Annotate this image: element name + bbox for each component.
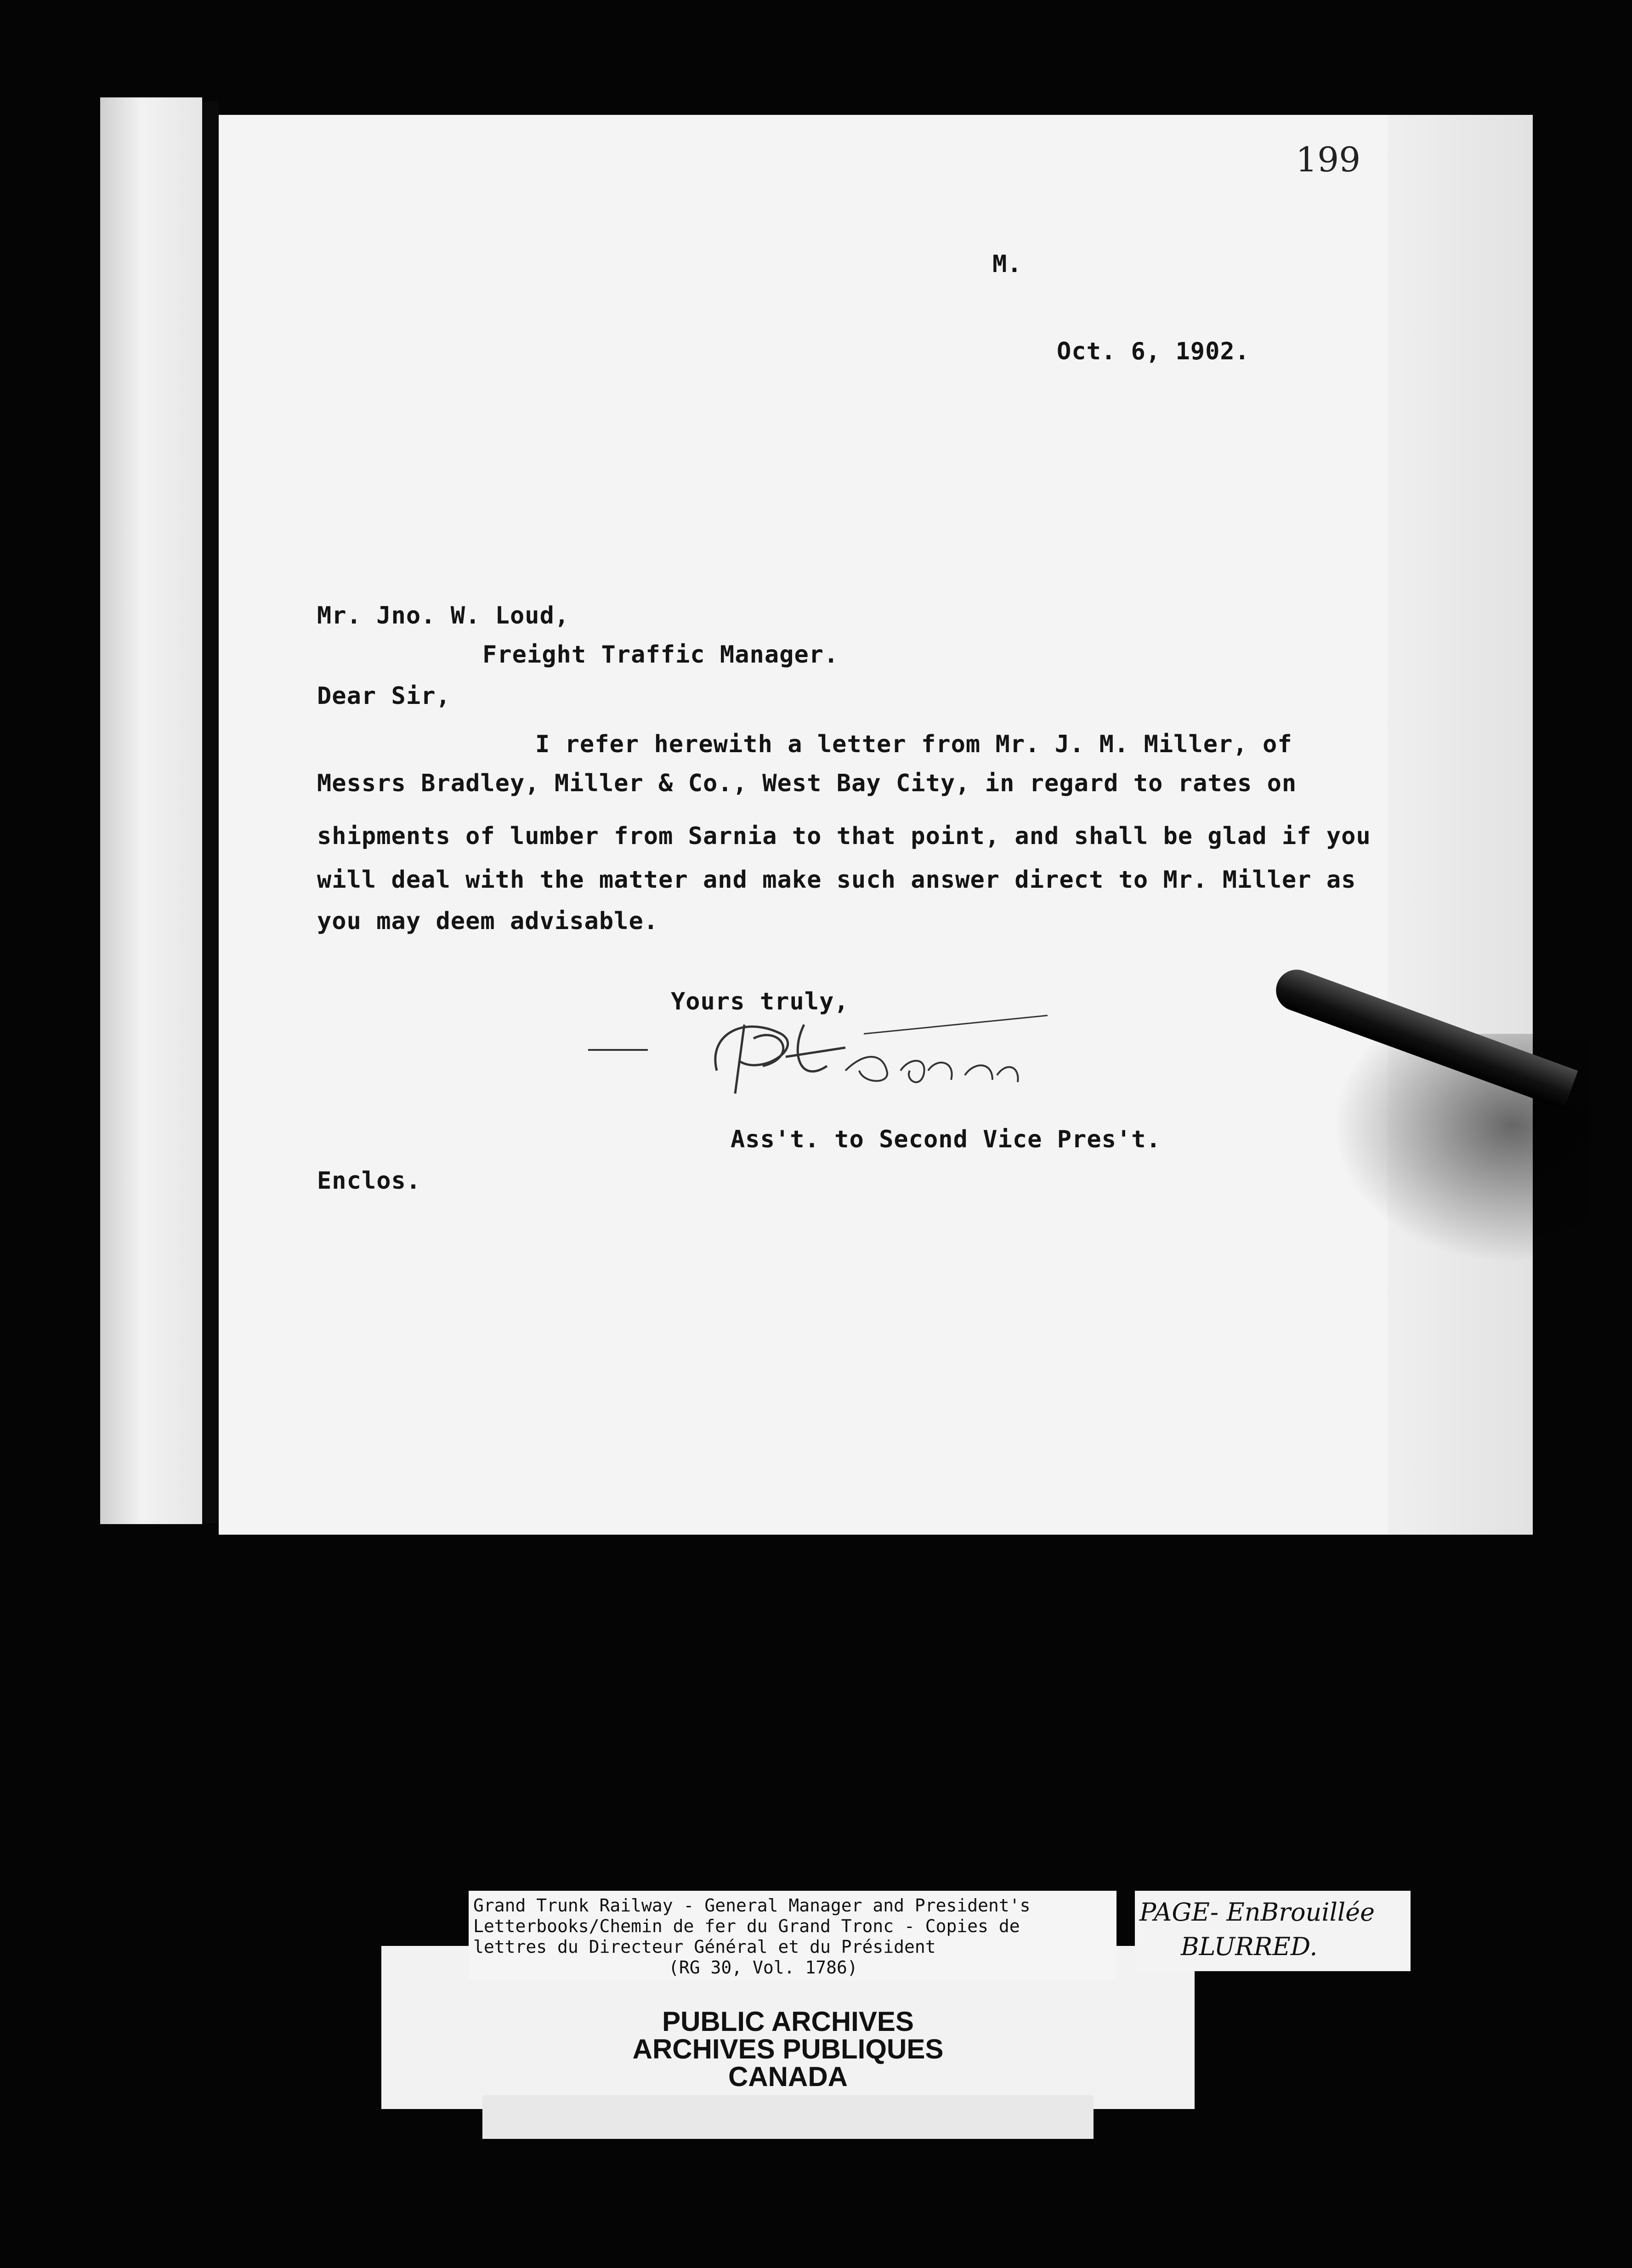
archive-stamp-line: PUBLIC ARCHIVES xyxy=(662,2006,914,2037)
body-line: will deal with the matter and make such answer direct to Mr. Miller as xyxy=(317,866,1356,894)
body-line: Messrs Bradley, Miller & Co., West Bay City, in regard to rates on xyxy=(317,770,1297,797)
salutation: Dear Sir, xyxy=(317,682,451,710)
archive-card-tab xyxy=(482,2095,1094,2139)
handwritten-signature xyxy=(588,1006,1116,1121)
signer-title: Ass't. to Second Vice Pres't. xyxy=(731,1126,1161,1153)
letter-marker: M. xyxy=(992,250,1022,278)
letter-date: Oct. 6, 1902. xyxy=(1057,338,1250,365)
body-line: shipments of lumber from Sarnia to that point, and shall be glad if you xyxy=(317,822,1371,850)
label-line: Letterbooks/Chemin de fer du Grand Tronc - Copies de xyxy=(473,1916,1020,1936)
page-fold xyxy=(1388,115,1533,1535)
label-line: (RG 30, Vol. 1786) xyxy=(669,1957,858,1978)
recipient-name: Mr. Jno. W. Loud, xyxy=(317,602,570,629)
binding-line xyxy=(202,101,219,1523)
label-line: lettres du Directeur Général et du Président xyxy=(473,1937,936,1957)
binding-edge xyxy=(100,97,202,1524)
note-line: PAGE- EnBrouillée xyxy=(1139,1898,1375,1927)
archive-stamp-line: ARCHIVES PUBLIQUES xyxy=(632,2034,944,2064)
page-number: 199 xyxy=(1296,140,1361,180)
closing: Yours truly, xyxy=(671,988,849,1015)
note-line: BLURRED. xyxy=(1181,1932,1318,1961)
body-line: you may deem advisable. xyxy=(317,907,659,935)
enclosure-note: Enclos. xyxy=(317,1167,421,1195)
body-line: I refer herewith a letter from Mr. J. M. Miller, of xyxy=(535,731,1292,758)
archive-stamp-line: CANADA xyxy=(728,2061,848,2092)
label-line: Grand Trunk Railway - General Manager and President's xyxy=(473,1895,1031,1916)
recipient-title: Freight Traffic Manager. xyxy=(482,641,839,669)
